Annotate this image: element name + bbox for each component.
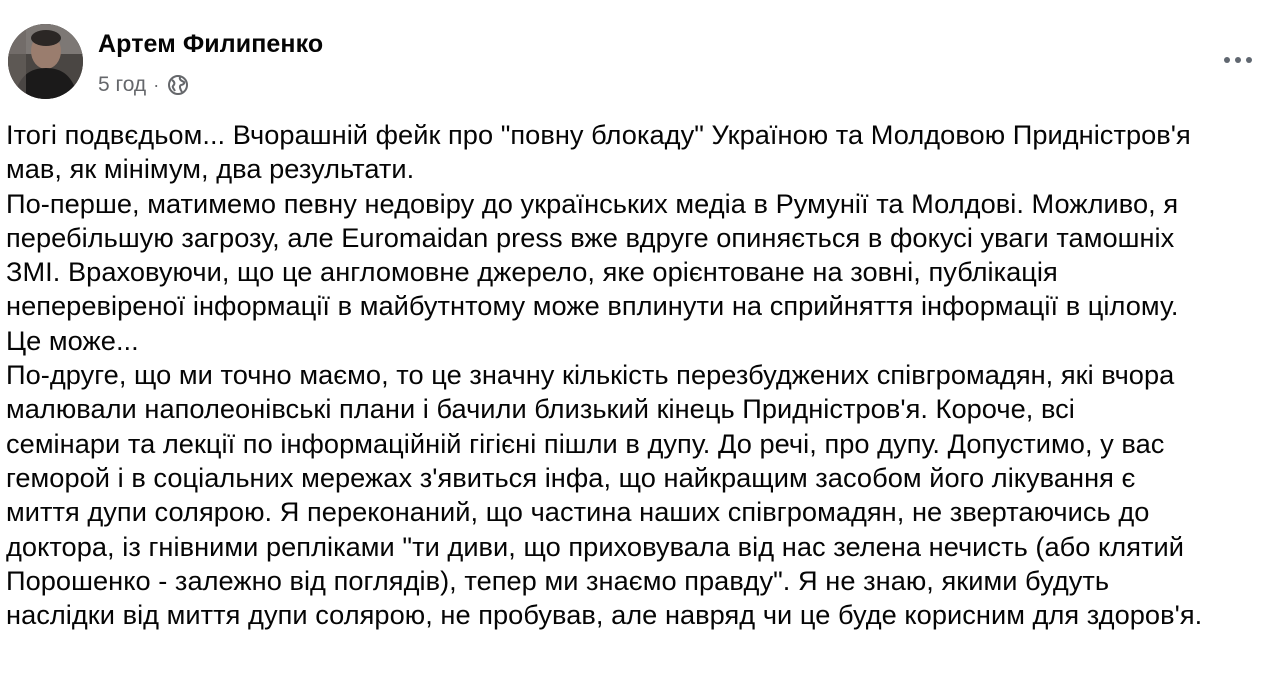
avatar-photo bbox=[8, 24, 83, 99]
post-header bbox=[8, 24, 1272, 102]
post-text-line: доктора, із гнівними репліками "ти диви, що приховувала від нас зелена нечисть (або клятий bbox=[6, 530, 1184, 562]
post-text-line: ЗМІ. Враховуючи, що це англомовне джерело, яке орієнтоване на зовні, публікація bbox=[6, 256, 1058, 288]
post-text-line: По-друге, що ми точно маємо, то це значну кількість перезбуджених співгромадян, які вчора bbox=[6, 359, 1175, 391]
more-dot bbox=[1246, 57, 1252, 63]
author-avatar[interactable] bbox=[8, 24, 83, 99]
more-options-icon[interactable] bbox=[1218, 46, 1258, 74]
post-text bbox=[6, 118, 1274, 632]
more-dot bbox=[1224, 57, 1230, 63]
post-text-line: малювали наполеонівські плани і бачили близький кінець Придністров'я. Короче, всі bbox=[6, 393, 1075, 425]
post-text-line: Порошенко - залежно від поглядів), тепер ми знаємо правду". Я не знаю, якими будуть bbox=[6, 564, 1110, 596]
globe-icon[interactable] bbox=[167, 74, 189, 96]
post-text-line: наслідки від миття дупи солярою, не пробував, але навряд чи це буде корисним для здоров'я. bbox=[6, 599, 1203, 631]
meta-separator: · bbox=[153, 74, 160, 95]
post-text-line: неперевіреної інформації в майбутнтому може вплинути на сприйняття інформації в цілому. bbox=[6, 290, 1179, 322]
post-timestamp[interactable]: 5 год bbox=[98, 73, 147, 96]
post-text-line: миття дупи солярою. Я переконаний, що частина наших співгромадян, не звертаючись до bbox=[6, 496, 1150, 528]
more-dot bbox=[1235, 57, 1241, 63]
post-text-line: Ітогі подвєдьом... Вчорашній фейк про "повну блокаду" Україною та Молдовою Придністров'я bbox=[6, 119, 1191, 150]
post-text-line: По-перше, матимемо певну недовіру до українських медіа в Румунії та Молдові. Можливо, я bbox=[6, 187, 1179, 219]
author-name[interactable]: Артем Филипенко bbox=[98, 30, 324, 58]
post-text-line: мав, як мінімум, два результати. bbox=[6, 153, 415, 185]
post-text-line: семінари та лекції по інформаційній гігієні пішли в дупу. До речі, про дупу. Допустимо, у вас bbox=[6, 427, 1165, 459]
post-text-line: геморой і в соціальних мережах з'явиться інфа, що найкращим засобом його лікування є bbox=[6, 461, 1136, 493]
post-meta bbox=[98, 70, 189, 100]
post-text-line: Це може... bbox=[6, 324, 139, 356]
post-text-line: перебільшую загрозу, але Euromaidan press вже вдруге опиняється в фокусі уваги тамошніх bbox=[6, 221, 1175, 253]
